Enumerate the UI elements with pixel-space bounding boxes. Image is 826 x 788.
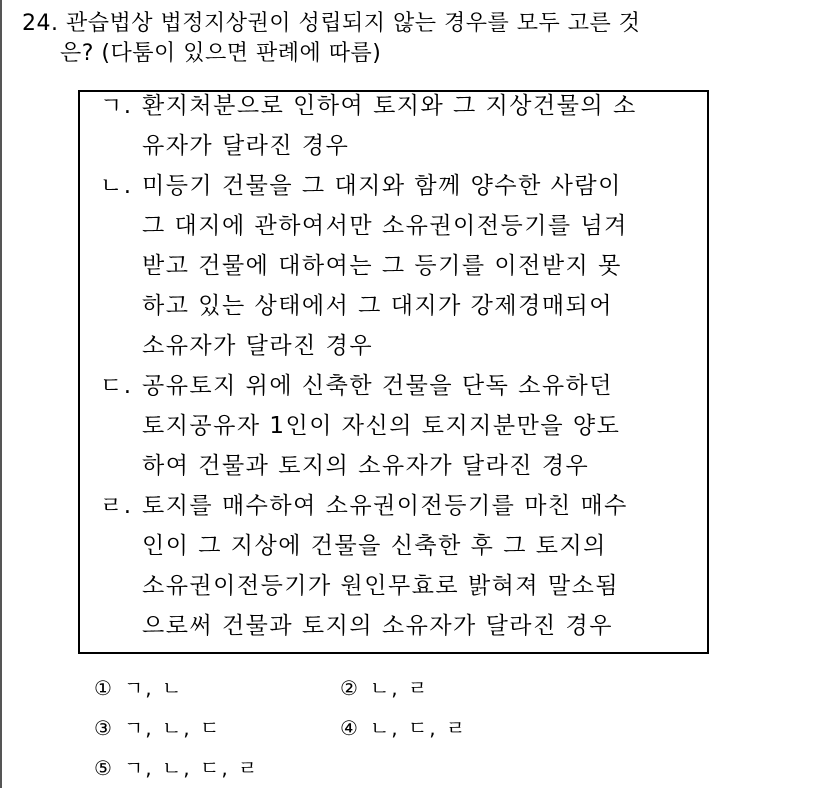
option-number: ④ (340, 716, 360, 740)
statement-line: 소유권이전등기가 원인무효로 밝혀져 말소됨 (142, 573, 620, 599)
option-number: ① (94, 676, 114, 700)
statement-label: ㄴ. (100, 173, 133, 199)
question-line-1 (22, 8, 641, 40)
statement-label: ㄷ. (100, 373, 133, 399)
statement-line: 유자가 달라진 경우 (142, 133, 350, 159)
option-number: ⑤ (94, 756, 114, 780)
option-number: ② (340, 676, 360, 700)
option-1[interactable] (94, 674, 183, 702)
statement-line: 공유토지 위에 신축한 건물을 단독 소유하던 (142, 373, 613, 399)
statement-line: 소유자가 달라진 경우 (142, 333, 374, 359)
statement-line: 환지처분으로 인하여 토지와 그 지상건물의 소 (142, 93, 637, 119)
statement-line: 토지공유자 1인이 자신의 토지지분만을 양도 (142, 413, 621, 439)
option-2[interactable] (340, 674, 429, 702)
option-number: ③ (94, 716, 114, 740)
statement-line: 하고 있는 상태에서 그 대지가 강제경매되어 (142, 293, 613, 319)
statement-line: 받고 건물에 대하여는 그 등기를 이전받지 못 (142, 253, 622, 279)
statement-line: 인이 그 지상에 건물을 신축한 후 그 토지의 (142, 533, 607, 559)
option-text: ㄱ, ㄴ, ㄷ (123, 716, 222, 740)
statement-line: 미등기 건물을 그 대지와 함께 양수한 사람이 (142, 173, 622, 199)
page-left-border (0, 0, 2, 788)
statement-line: 토지를 매수하여 소유권이전등기를 마친 매수 (142, 493, 628, 519)
statement-line: 으로써 건물과 토지의 소유자가 달라진 경우 (142, 613, 613, 639)
option-text: ㄱ, ㄴ, ㄷ, ㄹ (123, 756, 260, 780)
question-number: 24. (22, 11, 59, 36)
option-4[interactable] (340, 714, 467, 742)
statement-label: ㄹ. (100, 493, 133, 519)
statement-line: 그 대지에 관하여서만 소유권이전등기를 넘겨 (142, 213, 628, 239)
question-text-2: 은? (다툼이 있으면 판례에 따름) (60, 41, 382, 66)
option-5[interactable] (94, 754, 259, 782)
statement-line: 하여 건물과 토지의 소유자가 달라진 경우 (142, 453, 590, 479)
option-text: ㄴ, ㄹ (369, 676, 430, 700)
option-3[interactable] (94, 714, 221, 742)
option-text: ㄴ, ㄷ, ㄹ (369, 716, 468, 740)
statement-label: ㄱ. (100, 93, 133, 119)
option-text: ㄱ, ㄴ (123, 676, 184, 700)
question-text-1: 관습법상 법정지상권이 성립되지 않는 경우를 모두 고른 것 (66, 11, 641, 36)
